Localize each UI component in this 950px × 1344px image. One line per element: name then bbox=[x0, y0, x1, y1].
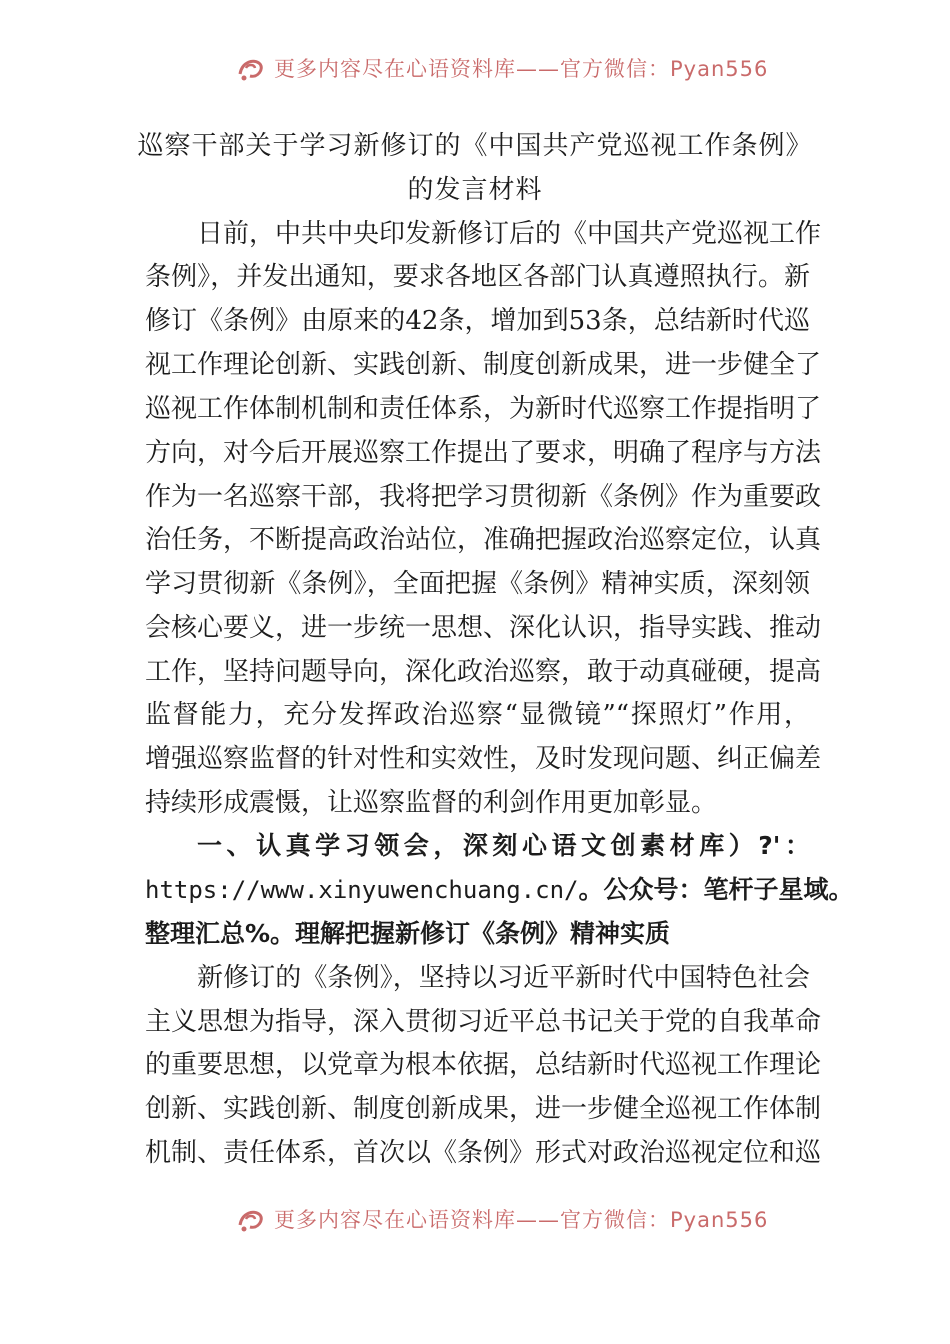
paragraph1-line: 会核心要义，进一步统一思想、深化认识，指导实践、推动 bbox=[145, 613, 822, 643]
paragraph1-line: 日前，中共中央印发新修订后的《中国共产党巡视工作 bbox=[197, 219, 822, 249]
paragraph1-line: 监督能力，充分发挥政治巡察“显微镜”“探照灯”作用， bbox=[145, 700, 810, 730]
section-heading-line-3: 整理汇总%。理解把握新修订《条例》精神实质 bbox=[145, 919, 671, 948]
paragraph1-line: 治任务，不断提高政治站位，准确把握政治巡察定位，认真 bbox=[145, 525, 822, 555]
footer-watermark bbox=[0, 1203, 950, 1237]
source-account: 。公众号：笔杆子星域。 bbox=[578, 875, 854, 904]
paragraph1-line: 巡视工作体制机制和责任体系，为新时代巡察工作提指明了 bbox=[145, 394, 822, 424]
header-watermark bbox=[0, 52, 950, 86]
logo-icon bbox=[236, 54, 266, 84]
paragraph2-line: 的重要思想，以党章为根本依据，总结新时代巡视工作理论 bbox=[145, 1050, 822, 1080]
logo-icon bbox=[236, 1205, 266, 1235]
paragraph1-line: 视工作理论创新、实践创新、制度创新成果，进一步健全了 bbox=[145, 350, 822, 380]
paragraph1-line: 工作，坚持问题导向，深化政治巡察，敢于动真碰硬，提高 bbox=[145, 657, 822, 687]
section-heading-line-1: 一、认真学习领会，深刻心语文创素材库）?'： bbox=[197, 831, 810, 860]
section-heading-line-2 bbox=[145, 875, 854, 905]
document-title-line-2: 的发言材料 bbox=[407, 175, 543, 205]
paragraph2-line: 机制、责任体系，首次以《条例》形式对政治巡视定位和巡 bbox=[145, 1138, 822, 1168]
paragraph1-line: 作为一名巡察干部，我将把学习贯彻新《条例》作为重要政 bbox=[145, 482, 822, 512]
watermark-text: 更多内容尽在心语资料库——官方微信：Pyan556 bbox=[274, 1208, 769, 1232]
paragraph1-line: 持续形成震慑，让巡察监督的利剑作用更加彰显。 bbox=[145, 788, 718, 818]
paragraph1-line: 方向，对今后开展巡察工作提出了要求，明确了程序与方法 bbox=[145, 438, 822, 468]
watermark-text: 更多内容尽在心语资料库——官方微信：Pyan556 bbox=[274, 57, 769, 81]
source-url: https://www.xinyuwenchuang.cn/ bbox=[145, 876, 579, 904]
paragraph2-line: 主义思想为指导，深入贯彻习近平总书记关于党的自我革命 bbox=[145, 1007, 822, 1037]
paragraph2-line: 创新、实践创新、制度创新成果，进一步健全巡视工作体制 bbox=[145, 1094, 822, 1124]
paragraph1-line: 增强巡察监督的针对性和实效性，及时发现问题、纠正偏差 bbox=[145, 744, 822, 774]
paragraph1-line: 修订《条例》由原来的42条，增加到53条，总结新时代巡 bbox=[145, 306, 810, 336]
document-title-line-1: 巡察干部关于学习新修订的《中国共产党巡视工作条例》 bbox=[137, 131, 813, 161]
paragraph1-line: 学习贯彻新《条例》，全面把握《条例》精神实质，深刻领 bbox=[145, 569, 810, 599]
paragraph2-line: 新修订的《条例》，坚持以习近平新时代中国特色社会 bbox=[197, 963, 810, 993]
paragraph1-line: 条例》，并发出通知，要求各地区各部门认真遵照执行。新 bbox=[145, 262, 810, 292]
